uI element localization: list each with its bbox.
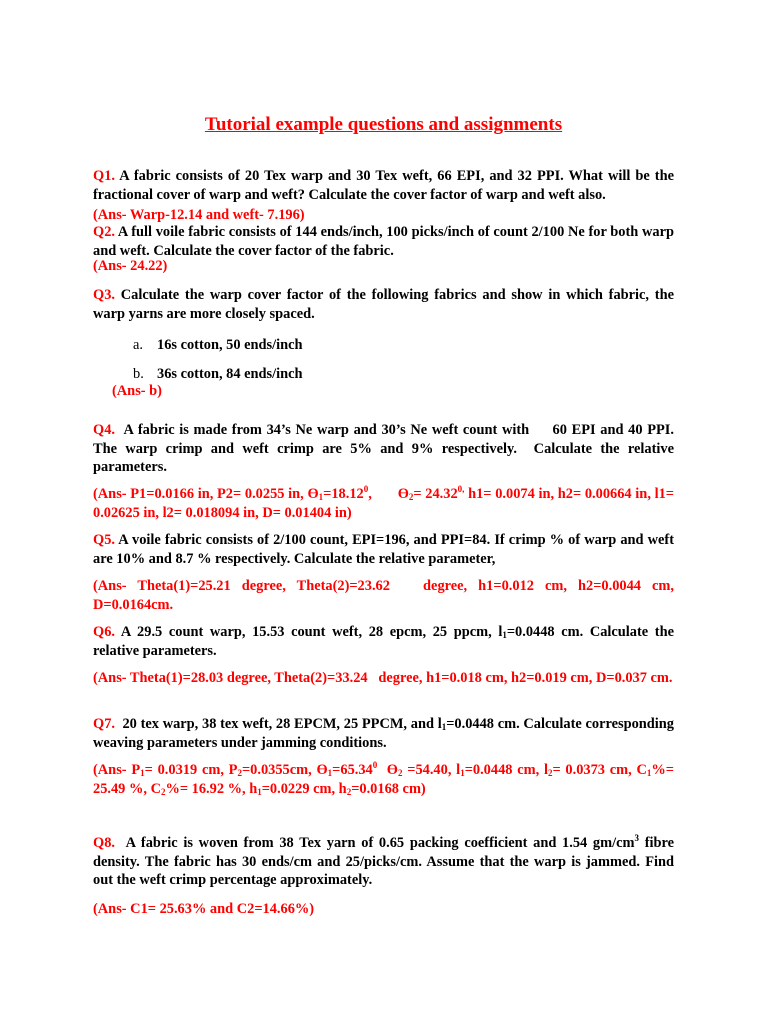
question-3-item-a <box>133 336 303 355</box>
answer-7-sub: 1 <box>646 768 652 778</box>
answer-7-part: =0.0229 cm, h <box>261 780 347 797</box>
answer-4 <box>93 485 674 522</box>
question-8-text: fibre density. The fabric has 30 ends/cm and 25/picks/cm. Assume that the warp is jammed. Find out the weft crimp percentage approximately. <box>93 835 675 888</box>
answer-4-part: (Ans- P1=0.0166 in, P2= 0.0255 in, ϴ <box>93 486 319 502</box>
answer-7-sub: 2 <box>160 786 166 797</box>
answer-7-part: =0.0448 cm, l <box>464 762 548 778</box>
question-5 <box>93 531 674 568</box>
answer-7-sub: 1 <box>460 768 465 778</box>
question-8-sup: 3 <box>634 833 639 843</box>
answer-7-sup: 0 <box>372 760 378 770</box>
question-3 <box>93 286 674 323</box>
question-6-label: Q6. <box>93 624 115 640</box>
answer-7 <box>93 761 674 798</box>
answer-7-part: = 0.0319 cm, P <box>144 762 238 778</box>
answer-1: (Ans- Warp-12.14 and weft- 7.196) <box>93 207 305 223</box>
question-6-text: A 29.5 count warp, 15.53 count weft, 28 epcm, 25 ppcm, l <box>115 624 503 640</box>
answer-4-part: , ϴ <box>368 486 409 502</box>
answer-7-sub: 2 <box>237 768 242 778</box>
answer-7-part: (Ans- P <box>93 762 141 778</box>
answer-4-part: = 24.32 <box>413 486 458 502</box>
answer-7-part: = 0.0373 cm, C <box>552 762 647 778</box>
question-7-text: 20 tex warp, 38 tex weft, 28 EPCM, 25 PPCM, and l <box>115 716 442 732</box>
answer-7-part: %= 16.92 %, h <box>165 780 258 797</box>
question-7 <box>93 715 674 752</box>
answer-3: (Ans- b) <box>112 383 162 399</box>
question-2-text: A full voile fabric consists of 144 ends/inch, 100 picks/inch of count 2/100 Ne for both warp and weft. Calculate the cover factor of the fabric. <box>93 224 674 259</box>
page-title: Tutorial example questions and assignments <box>204 114 563 135</box>
answer-4-sub: 2 <box>408 492 414 502</box>
question-3-text: Calculate the warp cover factor of the following fabrics and show in which fabric, the warp yarns are more closely spaced. <box>93 287 674 322</box>
question-3-item-b <box>133 365 303 384</box>
question-3-label: Q3. <box>93 287 115 303</box>
answer-4-part: =18.12 <box>323 486 364 502</box>
question-7-label: Q7. <box>93 716 115 732</box>
question-1-label: Q1. <box>93 168 115 184</box>
question-6-sub: 1 <box>502 630 507 640</box>
answer-6: (Ans- Theta(1)=28.03 degree, Theta(2)=33.24 degree, h1=0.018 cm, h2=0.019 cm, D=0.037 cm. <box>93 670 673 686</box>
question-1 <box>93 167 674 204</box>
question-4 <box>93 421 682 477</box>
question-2-label: Q2. <box>93 224 115 240</box>
answer-7-sub: 1 <box>140 768 145 778</box>
item-a-marker: a. <box>133 337 143 353</box>
question-7-text: =0.0448 cm. Calculate corresponding weaving parameters under jamming conditions. <box>93 716 674 751</box>
answer-7-sub: 2 <box>397 768 403 778</box>
question-5-text: A voile fabric consists of 2/100 count, EPI=196, and PPI=84. If crimp % of warp and weft are 10% and 8.7 % respectively. Calculate the relative parameter, <box>93 532 674 567</box>
question-2 <box>93 223 674 260</box>
item-b-marker: b. <box>133 366 144 382</box>
answer-7-part: =0.0355cm, ϴ <box>241 762 328 778</box>
answer-5: (Ans- Theta(1)=25.21 degree, Theta(2)=23.62 degree, h1=0.012 cm, h2=0.0044 cm, D=0.0164cm. <box>93 578 678 613</box>
answer-4-sup: 0 <box>363 484 369 494</box>
item-b-text: 36s cotton, 84 ends/inch <box>157 366 303 382</box>
item-a-text: 16s cotton, 50 ends/inch <box>157 337 303 353</box>
answer-7-part: ϴ <box>377 762 398 778</box>
question-8-label: Q8. <box>93 835 115 851</box>
question-8 <box>93 834 674 890</box>
question-8-text: A fabric is woven from 38 Tex yarn of 0.65 packing coefficient and 1.54 gm/cm <box>115 835 635 851</box>
answer-7-sub: 2 <box>346 786 352 797</box>
question-5-label: Q5. <box>93 532 115 548</box>
answer-4-sup: 0, <box>457 484 465 494</box>
question-1-text: A fabric consists of 20 Tex warp and 30 Tex weft, 66 EPI, and 32 PPI. What will be the fractional cover of warp and weft? Calculate the cover factor of warp and weft also. <box>93 168 674 203</box>
answer-7-sub: 2 <box>547 768 553 778</box>
answer-7-part: %= 25.49 %, C <box>93 762 674 797</box>
question-6 <box>93 623 674 660</box>
question-7-sub: 1 <box>441 722 447 732</box>
answer-4-part: h1= 0.0074 in, h2= 0.00664 in, l1= 0.02625 in, l2= 0.018094 in, D= 0.01404 in) <box>93 486 674 521</box>
answer-2: (Ans- 24.22) <box>93 258 168 274</box>
answer-7-sub: 1 <box>327 768 333 778</box>
question-4-text: A fabric is made from 34’s Ne warp and 30’s Ne weft count with 60 EPI and 40 PPI. The warp crimp and weft crimp are 5% and 9% respectively. Calculate the relative parameters. <box>93 422 682 475</box>
answer-7-sub: 1 <box>257 786 262 797</box>
answer-7-part: =65.34 <box>332 762 373 778</box>
question-6-text: =0.0448 cm. Calculate the relative parameters. <box>93 624 674 659</box>
question-4-label: Q4. <box>93 422 115 438</box>
answer-7-part: =54.40, l <box>402 762 461 778</box>
answer-7-part: =0.0168 cm) <box>351 780 426 797</box>
answer-4-sub: 1 <box>318 492 324 502</box>
answer-8: (Ans- C1= 25.63% and C2=14.66%) <box>93 901 315 917</box>
